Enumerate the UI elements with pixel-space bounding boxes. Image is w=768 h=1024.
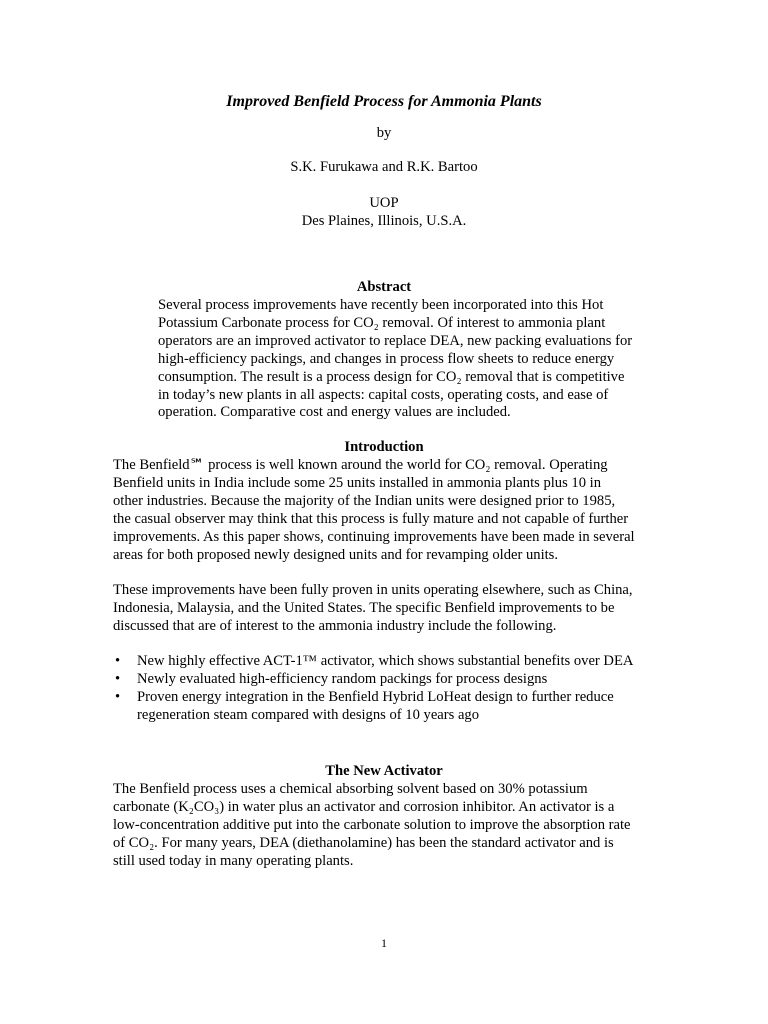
abstract-line: high-efficiency packings, and changes in process flow sheets to reduce energy (158, 350, 615, 367)
bullet-icon: • (115, 653, 121, 669)
body-line: improvements. As this paper shows, continuing improvements have been made in several (113, 528, 635, 545)
list-item-text: Proven energy integration in the Benfield Hybrid LoHeat design to further reduce (137, 688, 614, 705)
abstract-line: operation. Comparative cost and energy values are included. (158, 404, 511, 421)
body-line: These improvements have been fully proven in units operating elsewhere, such as China, (113, 582, 633, 598)
improvement-list (113, 653, 673, 725)
body-line: of CO₂. For many years, DEA (diethanolamine) has been the standard activator and is (113, 834, 614, 851)
abstract-body (158, 297, 632, 422)
introduction-heading: Introduction (344, 439, 424, 455)
author-organization: UOP (369, 195, 399, 211)
body-line: low-concentration additive put into the carbonate solution to improve the absorption rate (113, 816, 631, 833)
activator-heading: The New Activator (325, 763, 443, 779)
body-line: areas for both proposed newly designed units and for revamping older units. (113, 546, 559, 563)
byline-by: by (376, 125, 392, 141)
list-item (113, 671, 673, 689)
abstract-line: in today’s new plants in all aspects: capital costs, operating costs, and ease of (158, 386, 609, 403)
paper-authors: S.K. Furukawa and R.K. Bartoo (290, 159, 478, 175)
body-line: Indonesia, Malaysia, and the United States. The specific Benfield improvements to be (113, 599, 615, 616)
body-line: still used today in many operating plants. (113, 852, 354, 869)
abstract-line: Potassium Carbonate process for CO₂ removal. Of interest to ammonia plant (158, 314, 606, 331)
abstract-line: consumption. The result is a process design for CO₂ removal that is competitive (158, 368, 625, 385)
bullet-icon: • (115, 688, 121, 705)
author-location: Des Plaines, Illinois, U.S.A. (301, 213, 467, 229)
introduction-paragraph-1 (113, 457, 635, 564)
body-line: The Benfield℠ process is well known around the world for CO₂ removal. Operating (113, 457, 608, 473)
body-line: other industries. Because the majority of the Indian units were designed prior to 1985, (113, 492, 616, 509)
body-line: the casual observer may think that this process is fully mature and not capable of further (113, 510, 629, 527)
activator-paragraph (113, 781, 631, 871)
list-item-text: New highly effective ACT-1™ activator, which shows substantial benefits over DEA (137, 653, 634, 669)
body-line: The Benfield process uses a chemical absorbing solvent based on 30% potassium (113, 781, 588, 797)
list-item (113, 689, 673, 725)
list-item (113, 653, 673, 671)
list-item-text: regeneration steam compared with designs of 10 years ago (137, 706, 480, 723)
abstract-heading: Abstract (356, 279, 412, 295)
paper-title: Improved Benfield Process for Ammonia Plants (226, 93, 542, 110)
abstract-line: Several process improvements have recently been incorporated into this Hot (158, 297, 604, 313)
introduction-paragraph-2 (113, 582, 633, 636)
list-item-text: Newly evaluated high-efficiency random packings for process designs (137, 670, 548, 687)
body-line: Benfield units in India include some 25 units installed in ammonia plants plus 10 in (113, 474, 602, 491)
page-number: 1 (381, 936, 387, 950)
body-line: discussed that are of interest to the ammonia industry include the following. (113, 617, 557, 634)
bullet-icon: • (115, 670, 121, 687)
body-line: carbonate (K₂CO₃) in water plus an activator and corrosion inhibitor. An activator is a (113, 798, 615, 815)
abstract-line: operators are an improved activator to replace DEA, new packing evaluations for (158, 332, 633, 349)
